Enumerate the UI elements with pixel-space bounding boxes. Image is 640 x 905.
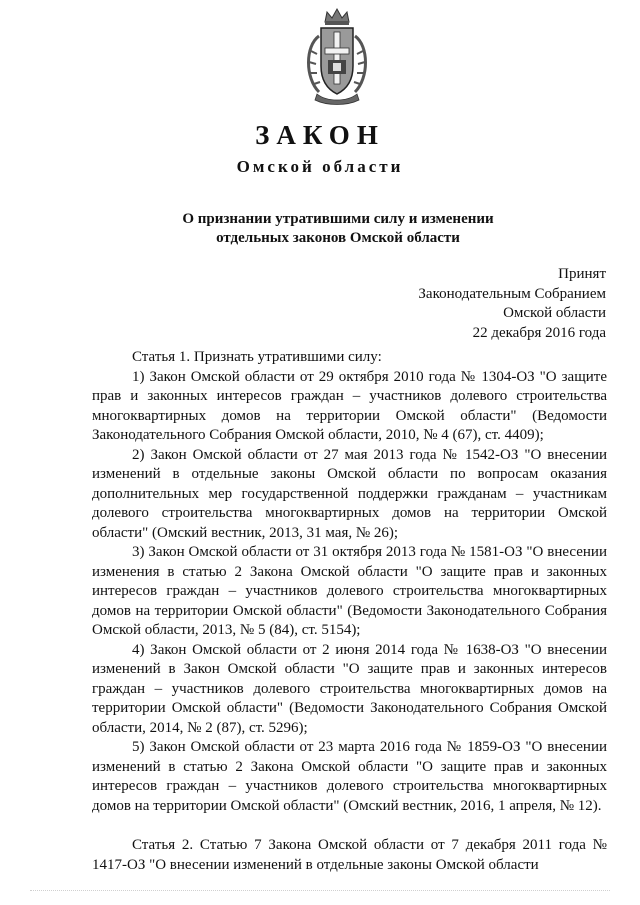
adoption-line-2: Законодательным Собранием bbox=[418, 285, 606, 302]
adoption-block bbox=[418, 265, 606, 343]
article-1-item-3: 3) Закон Омской области от 31 октября 2013 года № 1581-ОЗ "О внесении изменения в статью 2 Закона Омской области "О защите прав и законных интересов граждан – участников долевого строительства многоквартирных домов на территории Омской области" (Ведомости Законодательного Собрания Омской области, 2013, № 5 (84), ст. 5154); bbox=[92, 544, 607, 638]
law-name bbox=[150, 210, 526, 248]
document-subtitle: Омской области bbox=[236, 157, 404, 176]
law-name-line-1: О признании утратившими силу и изменении bbox=[182, 211, 494, 227]
scan-edge-divider bbox=[30, 890, 610, 893]
article-1-item-4: 4) Закон Омской области от 2 июня 2014 года № 1638-ОЗ "О внесении изменений в Закон Омской области "О защите прав и законных интересов граждан – участников долевого строительства многоквартирных домов на территории Омской области" (Ведомости Законодательного Собрания Омской области, 2014, № 2 (87), ст. 5296); bbox=[92, 641, 607, 736]
document-body bbox=[92, 348, 607, 875]
coat-of-arms-icon bbox=[297, 6, 377, 106]
law-name-line-2: отдельных законов Омской области bbox=[216, 230, 460, 246]
adoption-date: 22 декабря 2016 года bbox=[472, 324, 606, 341]
adoption-line-1: Принят bbox=[558, 266, 606, 282]
document-title: ЗАКОН bbox=[255, 120, 385, 150]
article-1-item-5: 5) Закон Омской области от 23 марта 2016 года № 1859-ОЗ "О внесении изменений в статью 2 Закона Омской области "О защите прав и законных интересов граждан – участников долевого строительства многоквартирных домов на территории Омской области" (Омский вестник, 2016, 1 апреля, № 12). bbox=[92, 739, 607, 814]
article-1-item-2: 2) Закон Омской области от 27 мая 2013 года № 1542-ОЗ "О внесении изменений в отдельные законы Омской области по вопросам оказания дополнительных мер государственной поддержки гражданам – участникам долевого строительства многоквартирных домов на территории Омской области" (Омский вестник, 2013, 31 мая, № 26); bbox=[92, 446, 607, 541]
article-1-heading: Статья 1. Признать утратившими силу: bbox=[132, 349, 382, 365]
adoption-line-3: Омской области bbox=[503, 305, 606, 321]
article-1-item-1: 1) Закон Омской области от 29 октября 2010 года № 1304-ОЗ "О защите прав и законных интересов граждан – участников долевого строительства многоквартирных домов на территории Омской области" (Ведомости Законодательного Собрания Омской области, 2010, № 4 (67), ст. 4409); bbox=[92, 368, 607, 443]
article-2-text: Статья 2. Статью 7 Закона Омской области от 7 декабря 2011 года № 1417-ОЗ "О внесении изменений в отдельные законы Омской области bbox=[92, 837, 607, 873]
